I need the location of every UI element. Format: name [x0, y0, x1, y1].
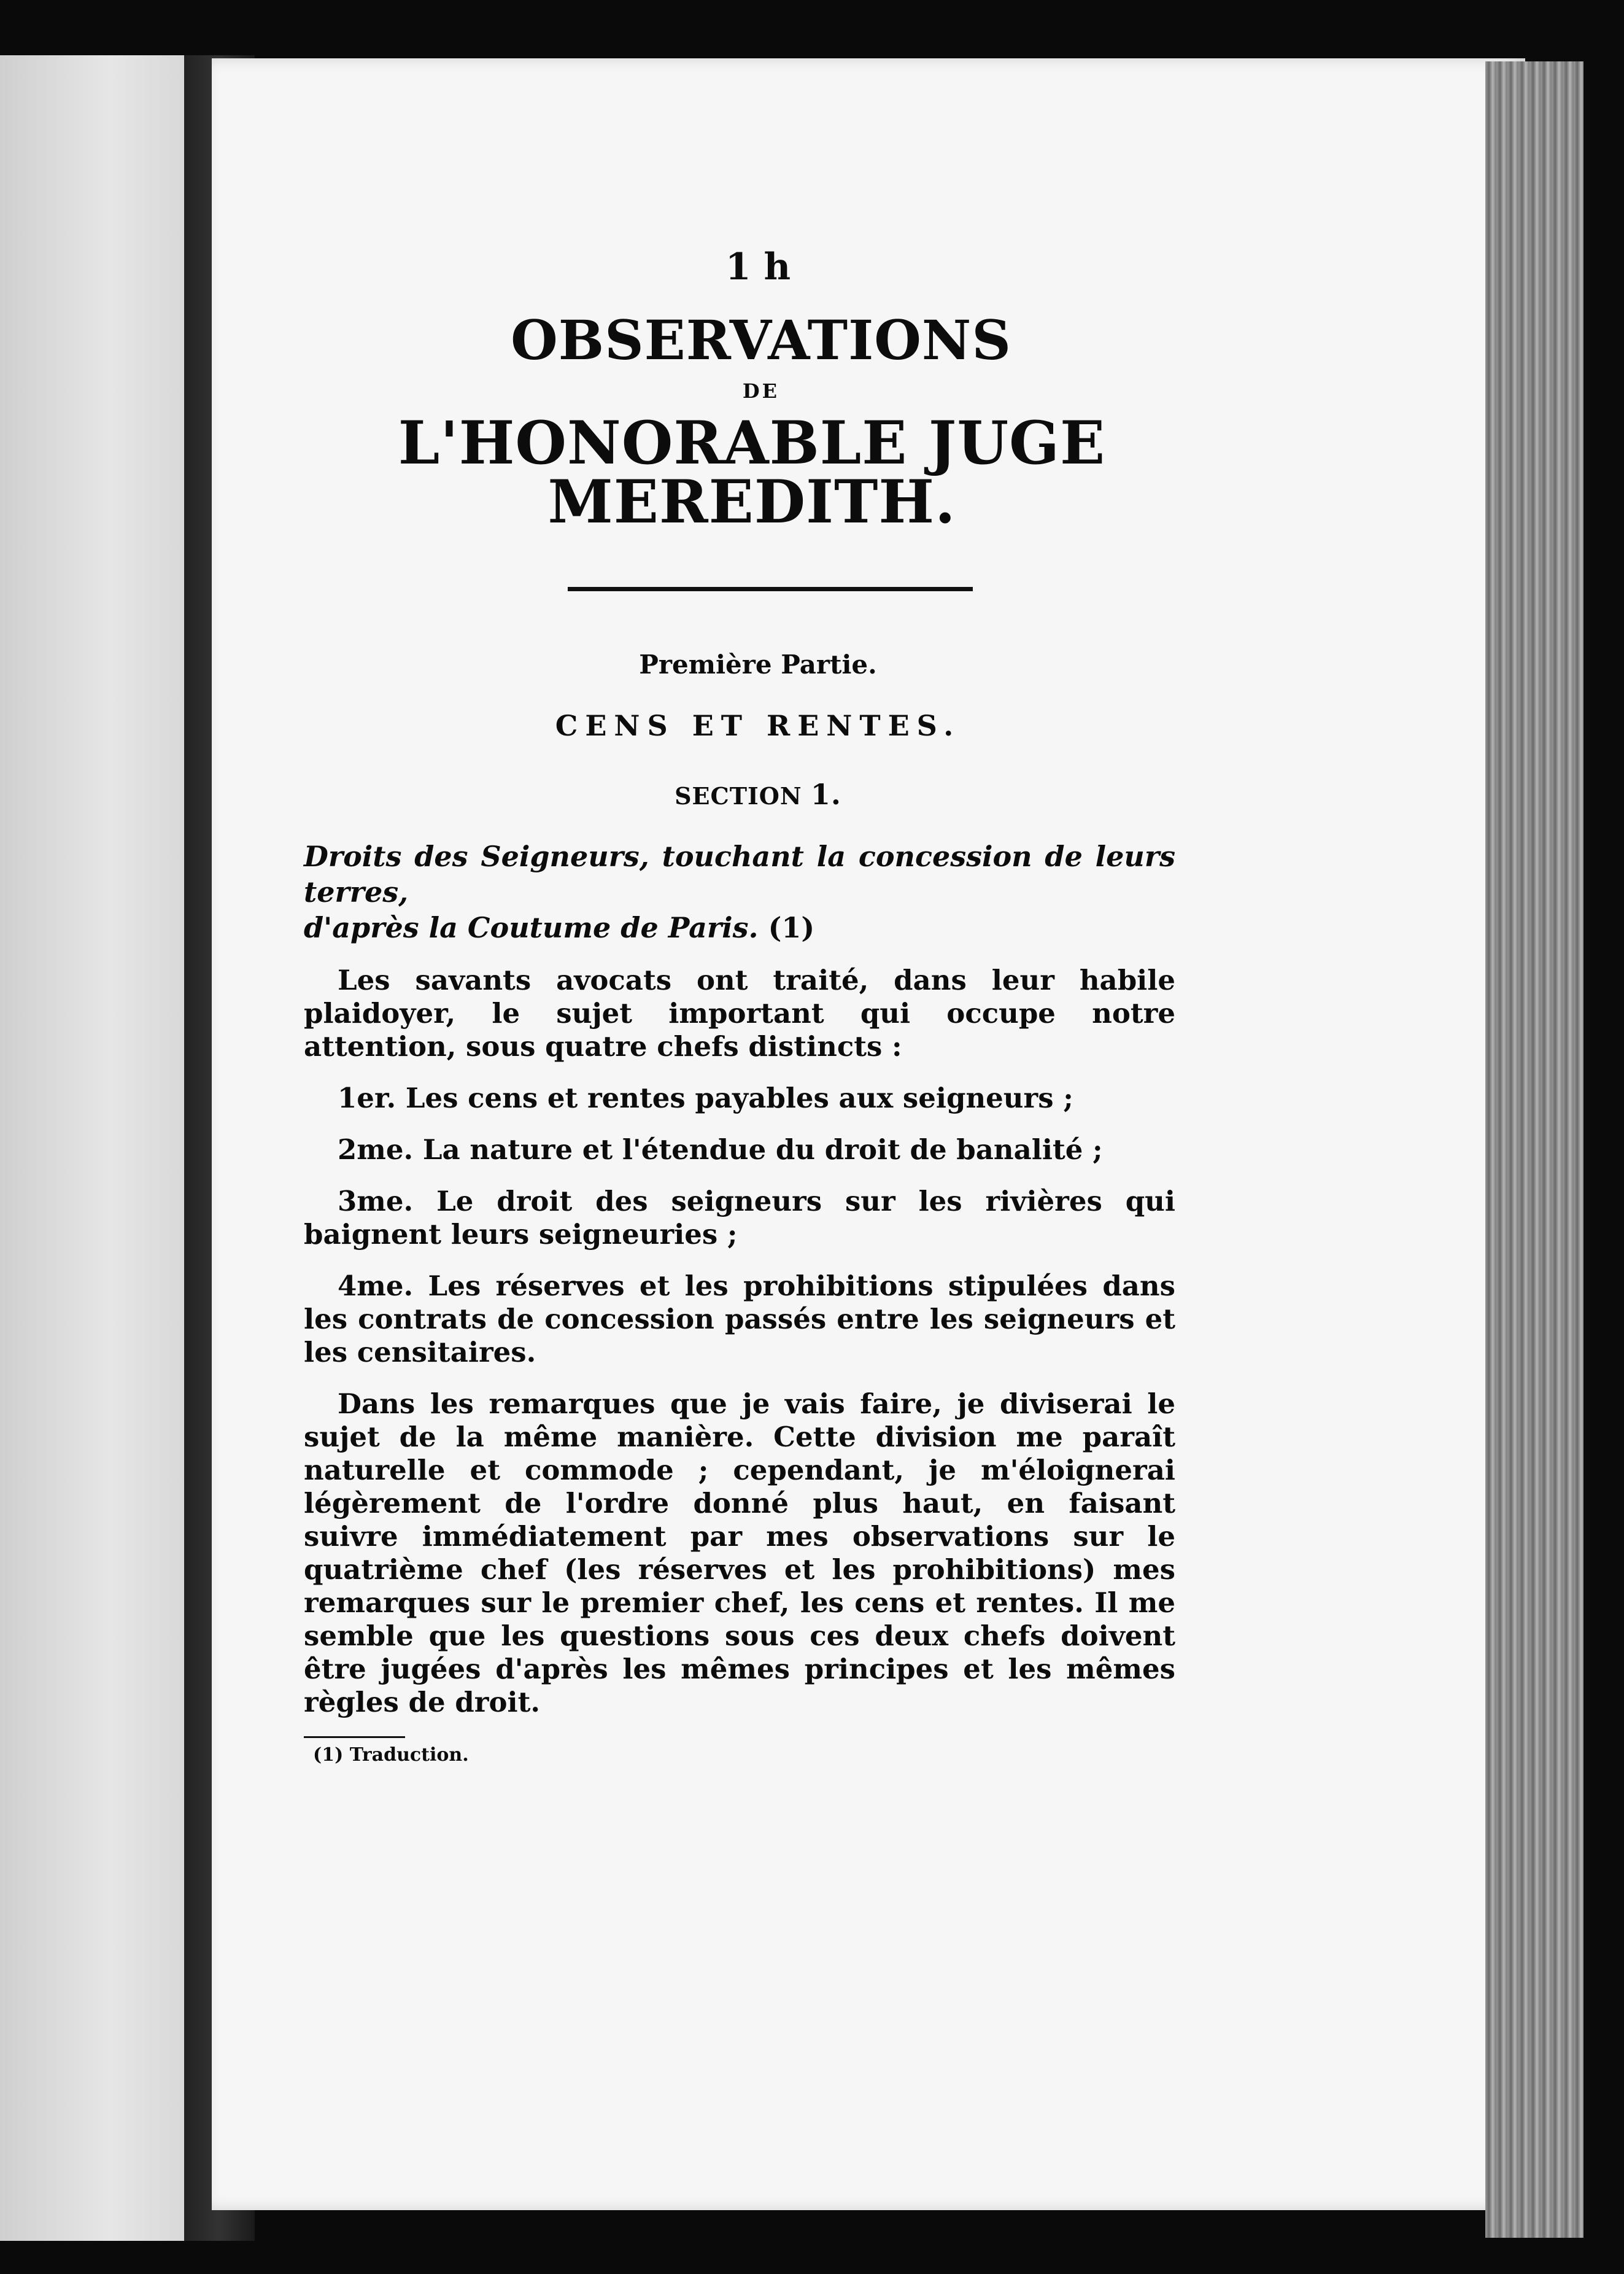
subtitle-line-1: Droits des Seigneurs, touchant la concession de leurs terres,: [304, 840, 1175, 909]
title-line-1: OBSERVATIONS: [511, 308, 1011, 372]
section-heading: [341, 778, 1175, 811]
page-content: [304, 246, 1175, 1766]
page-stack-edge: [1485, 61, 1583, 2238]
section-subtitle: [304, 839, 1175, 945]
paragraph-intro: Les savants avocats ont traité, dans leur habile plaidoyer, le sujet important qui occupe notre attention, sous quatre chefs distincts :: [304, 964, 1175, 1063]
list-item-2: 2me. La nature et l'étendue du droit de banalité ;: [338, 1133, 1103, 1166]
chapter-heading: CENS ET RENTES.: [555, 709, 961, 742]
section-label: SECTION: [675, 782, 802, 810]
folio: 1 h: [725, 246, 791, 289]
subtitle-footnote-ref: (1): [768, 911, 815, 944]
list-item-4: 4me. Les réserves et les prohibitions stipulées dans les contrats de concession passés entre les seigneurs et les censitaires.: [304, 1270, 1175, 1368]
title-rule: [568, 587, 973, 591]
footnote: (1) Traduction.: [313, 1744, 469, 1766]
section-number: 1.: [810, 778, 841, 811]
title-line-2: L'HONORABLE JUGE MEREDITH.: [398, 408, 1106, 537]
footnote-rule: [304, 1736, 405, 1738]
facing-page-edge: [0, 55, 184, 2241]
part-heading: Première Partie.: [639, 650, 877, 680]
list-item-3: 3me. Le droit des seigneurs sur les rivières qui baignent leurs seigneuries ;: [304, 1185, 1175, 1251]
paragraph-division: Dans les remarques que je vais faire, je diviserai le sujet de la même manière. Cette division me paraît naturelle et commode ; cependant, je m'éloignerai légèrement de l'ordre donné plus haut, en faisant suivre immédiatement par mes observations sur le quatrième chef (les réserves et les prohibitions) mes remarques sur le premier chef, les cens et rentes. Il me semble que les questions sous ces deux chefs doivent être jugées d'après les mêmes principes et les mêmes règles de droit.: [304, 1387, 1175, 1718]
subtitle-line-2: d'après la Coutume de Paris.: [304, 911, 759, 944]
title-connector: DE: [742, 379, 780, 403]
list-item-1: 1er. Les cens et rentes payables aux seigneurs ;: [338, 1082, 1073, 1114]
